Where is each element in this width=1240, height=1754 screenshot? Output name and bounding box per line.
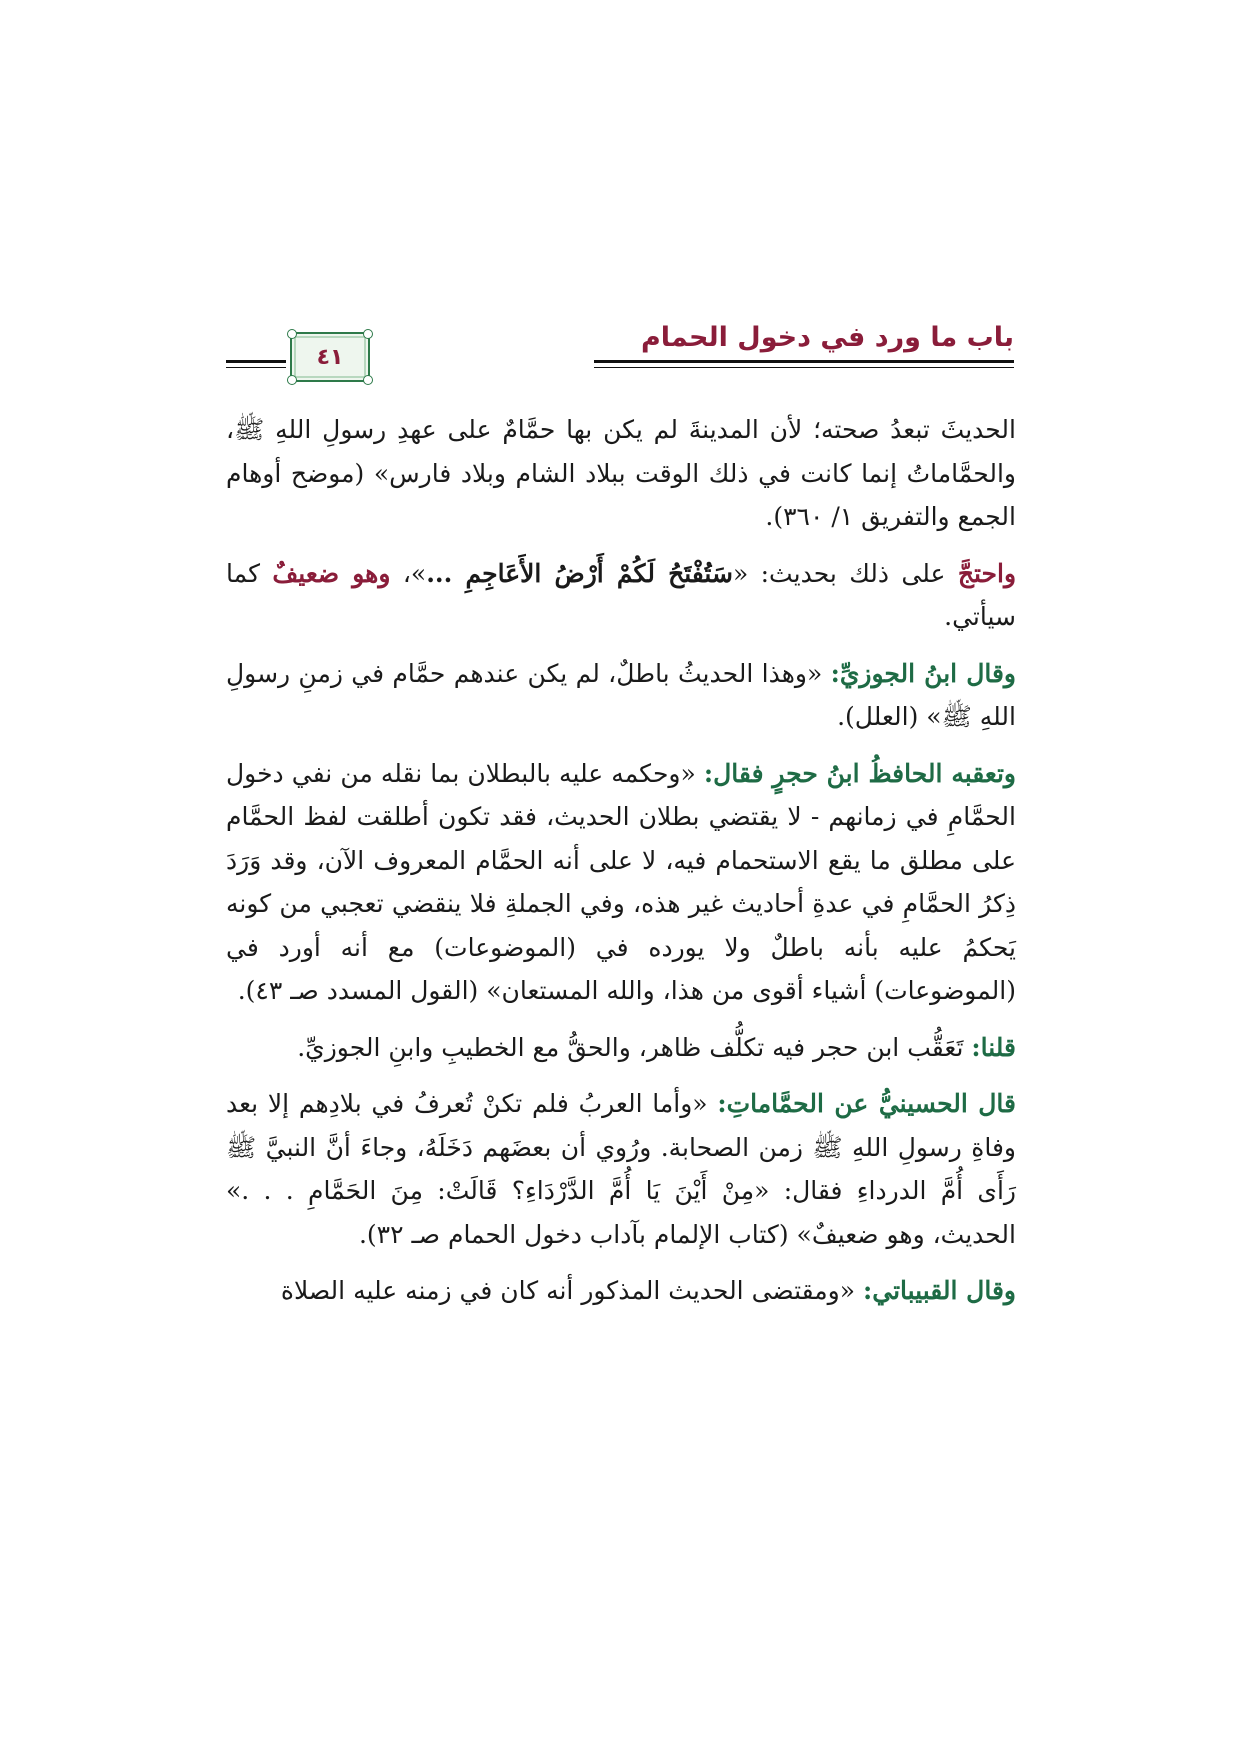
paragraph [226,1082,1016,1256]
page-number-badge [290,332,370,382]
paragraph-lead: وتعقبه الحافظُ ابنُ حجرٍ فقال: [703,758,1016,788]
paragraph-lead: قلنا: [971,1032,1016,1062]
paragraph-text: «وحكمه عليه بالبطلان بما نقله من نفي دخول الحمَّامِ في زمانهم - لا يقتضي بطلان الحديث، فقد تكون أطلقت لفظ الحمَّام على مطلق ما يقع الاستحمام فيه، لا على أنه الحمَّام المعروف الآن، وقد وَرَدَ ذِكرُ الحمَّامِ في عدةِ أحاديث غير هذه، وفي الجملةِ فلا ينقضي تعجبي من كونه يَحكمُ عليه بأنه باطلٌ ولا يورده في (الموضوعات) مع أنه أورد في (الموضوعات) أشياء أقوى من هذا، والله المستعان» (القول المسدد صـ ٤٣). [226,758,1016,1005]
paragraph [226,408,1016,539]
paragraph-lead: وقال ابنُ الجوزيِّ: [830,658,1016,688]
paragraph-text: «ومقتضى الحديث المذكور أنه كان في زمنه عليه الصلاة [280,1276,863,1305]
header-rule [594,360,1014,363]
paragraph-text: «وهذا الحديثُ باطلٌ، لم يكن عندهم حمَّام في زمنِ رسولِ اللهِ ﷺ» (العلل). [226,658,1016,731]
page-body [226,408,1016,1326]
paragraph-text: تَعَقُّب ابن حجر فيه تكلُّف ظاهر، والحقُّ مع الخطيبِ وابنِ الجوزيِّ. [297,1032,972,1062]
paragraph-lead: قال الحسينيُّ عن الحمَّاماتِ: [717,1089,1016,1118]
ornament-icon [287,375,297,385]
verdict-text: وهو ضعيفٌ [272,558,391,588]
header-rule-thin [594,367,1014,368]
paragraph [226,752,1016,1013]
page-header [226,322,1014,402]
paragraph [226,1269,1016,1313]
header-rule-left [226,360,286,363]
header-rule-left-thin [226,367,286,368]
paragraph-lead: وقال القبيباتي: [863,1276,1016,1305]
paragraph-text: الحديثَ تبعدُ صحته؛ لأن المدينةَ لم يكن بها حمَّامٌ على عهدِ رسولِ اللهِ ﷺ، والحمَّاماتُ إنما كانت في ذلك الوقت ببلاد الشام وبلاد فارس» (موضح أوهام الجمع والتفريق ١/ ٣٦٠). [226,415,1016,531]
paragraph-lead: واحتجَّ [957,558,1017,588]
ornament-icon [287,329,297,339]
paragraph-text: »، [390,558,427,588]
hadith-quote: سَتُفْتَحُ لَكُمْ أَرْضُ الأَعَاجِمِ ... [426,558,733,588]
paragraph-text: كما سيأتي. [226,558,1016,631]
paragraph [226,652,1016,739]
ornament-icon [363,375,373,385]
paragraph [226,552,1016,639]
paragraph-text: «وأما العربُ فلم تكنْ تُعرفُ في بلادِهم إلا بعد وفاةِ رسولِ اللهِ ﷺ زمن الصحابة. ورُوي أن بعضَهم دَخَلَهُ، وجاءَ أنَّ النبيَّ ﷺ رَأَى أُمَّ الدرداءِ فقال: «مِنْ أَيْنَ يَا أُمَّ الدَّرْدَاءِ؟ قَالَتْ: مِنَ الحَمَّامِ . . .» الحديث، وهو ضعيفٌ» (كتاب الإلمام بآداب دخول الحمام صـ ٣٢). [226,1089,1016,1249]
paragraph [226,1026,1016,1070]
ornament-icon [363,329,373,339]
page-number: ٤١ [316,344,344,370]
chapter-title: باب ما ورد في دخول الحمام [641,322,1014,353]
paragraph-text: على ذلك بحديث: « [732,558,958,588]
